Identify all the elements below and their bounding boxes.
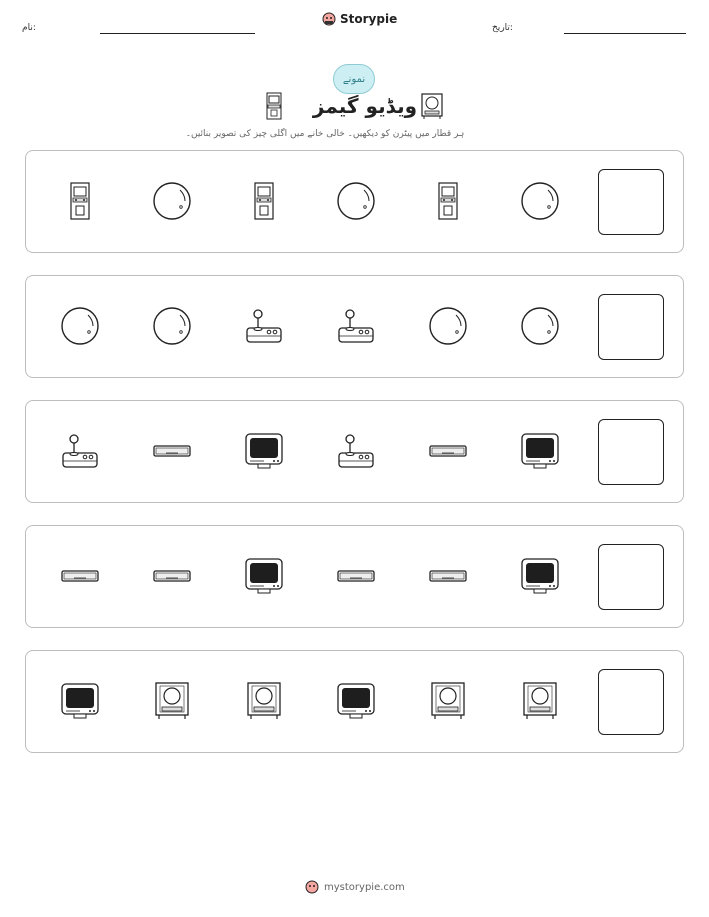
mascot-icon (305, 880, 319, 894)
brand-logo (322, 12, 397, 26)
pattern-item (244, 431, 284, 471)
answer-box[interactable] (598, 169, 664, 235)
pattern-item (520, 181, 560, 221)
pattern-item (428, 431, 468, 471)
pattern-item (520, 306, 560, 346)
pattern-item (152, 181, 192, 221)
game-cartridge-icon (336, 556, 376, 596)
crystal-ball-icon (520, 181, 560, 221)
pattern-row-4 (25, 525, 684, 628)
crt-monitor-icon (336, 681, 376, 721)
arcade-cabinet-icon (428, 181, 468, 221)
pattern-item (428, 181, 468, 221)
brand-name: Storypie (340, 12, 398, 26)
pattern-item (60, 181, 100, 221)
pattern-item (244, 181, 284, 221)
pattern-item (428, 556, 468, 596)
joystick-icon (60, 431, 100, 471)
pattern-item (336, 306, 376, 346)
game-cartridge-icon (428, 431, 468, 471)
game-cartridge-icon (60, 556, 100, 596)
arcade-cabinet-icon (265, 92, 283, 120)
answer-box[interactable] (598, 419, 664, 485)
retro-tv-icon (420, 92, 444, 120)
game-cartridge-icon (152, 431, 192, 471)
pattern-item (428, 306, 468, 346)
pattern-item (152, 556, 192, 596)
crystal-ball-icon (152, 306, 192, 346)
crystal-ball-icon (336, 181, 376, 221)
retro-tv-icon (152, 681, 192, 721)
pattern-item (60, 431, 100, 471)
pattern-item (60, 556, 100, 596)
pattern-item (244, 556, 284, 596)
crt-monitor-icon (60, 681, 100, 721)
crystal-ball-icon (428, 306, 468, 346)
page-title: ویڈیو گیمز (312, 94, 418, 118)
answer-box[interactable] (598, 544, 664, 610)
pattern-item (152, 306, 192, 346)
pattern-item (152, 681, 192, 721)
retro-tv-icon (428, 681, 468, 721)
pattern-row-2 (25, 275, 684, 378)
pattern-item (520, 681, 560, 721)
name-label: نام: (22, 23, 36, 33)
pattern-item (60, 306, 100, 346)
answer-box[interactable] (598, 669, 664, 735)
pattern-item (520, 431, 560, 471)
joystick-icon (336, 306, 376, 346)
pattern-item (60, 681, 100, 721)
name-line[interactable] (100, 33, 255, 34)
pattern-item (244, 306, 284, 346)
crystal-ball-icon (520, 306, 560, 346)
crystal-ball-icon (60, 306, 100, 346)
joystick-icon (244, 306, 284, 346)
instructions: ہر قطار میں پیٹرن کو دیکھیں۔ خالی خانے میں اگلی چیز کی تصویر بنائیں۔ (185, 129, 465, 139)
retro-tv-icon (520, 681, 560, 721)
crt-monitor-icon (520, 556, 560, 596)
pattern-item (336, 681, 376, 721)
joystick-icon (336, 431, 376, 471)
pattern-item (520, 556, 560, 596)
pattern-row-5 (25, 650, 684, 753)
pattern-row-3 (25, 400, 684, 503)
date-label: تاریخ: (492, 23, 513, 33)
game-cartridge-icon (428, 556, 468, 596)
answer-box[interactable] (598, 294, 664, 360)
pattern-item (428, 681, 468, 721)
arcade-cabinet-icon (60, 181, 100, 221)
pattern-item (152, 431, 192, 471)
patterns-badge: نمونے (333, 64, 375, 94)
crt-monitor-icon (520, 431, 560, 471)
pattern-row-1 (25, 150, 684, 253)
pattern-item (244, 681, 284, 721)
retro-tv-icon (244, 681, 284, 721)
date-line[interactable] (564, 33, 686, 34)
pattern-item (336, 431, 376, 471)
game-cartridge-icon (152, 556, 192, 596)
pattern-item (336, 556, 376, 596)
pattern-item (336, 181, 376, 221)
crt-monitor-icon (244, 431, 284, 471)
arcade-cabinet-icon (244, 181, 284, 221)
crystal-ball-icon (152, 181, 192, 221)
footer (305, 880, 405, 894)
mascot-icon (322, 12, 336, 26)
footer-url: mystorypie.com (324, 881, 405, 893)
crt-monitor-icon (244, 556, 284, 596)
